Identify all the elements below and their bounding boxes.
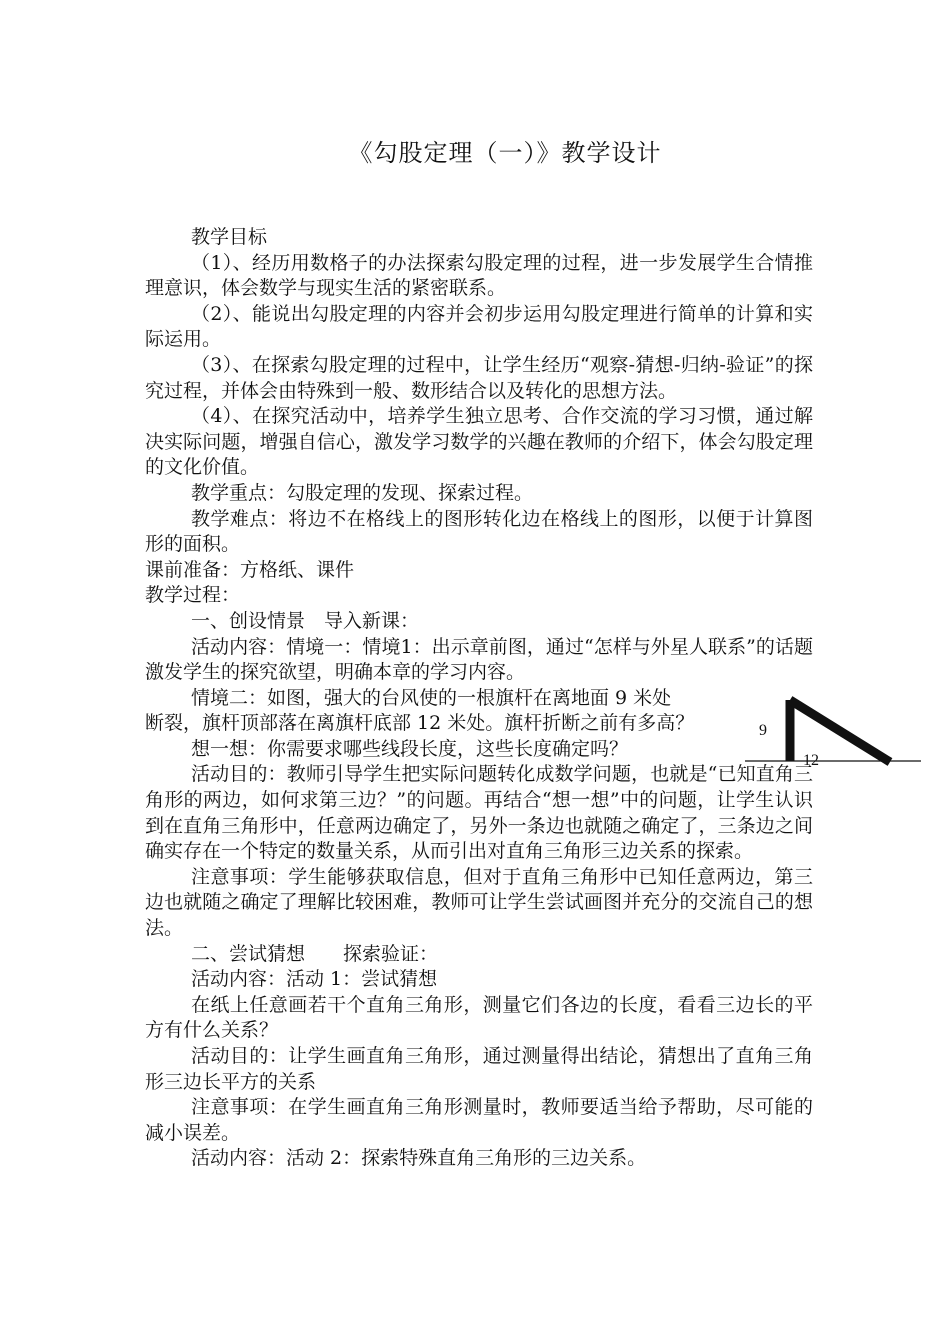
height-label: 9 [759,722,767,739]
paragraph: 想一想：你需要求哪些线段长度，这些长度确定吗？ [191,737,629,760]
paragraph: （4）、在探究活动中，培养学生独立思考、合作交流的学习习惯，通过解决实际问题，增强自信心，激发学习数学的兴趣在教师的介绍下，体会勾股定理的文化价值。 [145,405,813,479]
paragraph: 活动内容：活动 2：探索特殊直角三角形的三边关系。 [191,1147,647,1170]
paragraph: 教学重点：勾股定理的发现、探索过程。 [191,481,534,504]
paragraph: 活动内容：情境一：情境1：出示章前图，通过“怎样与外星人联系”的话题激发学生的探究欲望，明确本章的学习内容。 [145,635,813,684]
document-body [145,225,813,1172]
paragraph: 情境二：如图，强大的台风使的一根旗杆在离地面 9 米处 [191,686,672,709]
paragraph: 注意事项：学生能够获取信息，但对于直角三角形中已知任意两边，第三边也就随之确定了理解比较困难，教师可让学生尝试画图并充分的交流自己的想法。 [145,865,813,940]
base-label: 12 [803,752,819,769]
paragraph: 活动目的：让学生画直角三角形，通过测量得出结论，猜想出了直角三角形三边长平方的关系 [145,1045,813,1093]
paragraph: 课前准备：方格纸、课件 [145,558,355,581]
paragraph: 一、创设情景 导入新课： [191,609,420,632]
flagpole-figure [745,690,925,775]
paragraph: 活动内容：活动 1：尝试猜想 [191,968,438,991]
paragraph: 在纸上任意画若干个直角三角形，测量它们各边的长度，看看三边长的平方有什么关系？ [145,993,813,1042]
paragraph: （1）、经历用数格子的办法探索勾股定理的过程，进一步发展学生合情推理意识，体会数学与现实生活的紧密联系。 [145,251,813,300]
paragraph: （3）、在探索勾股定理的过程中，让学生经历“观察-猜想-归纳-验证”的探究过程，并体会由特殊到一般、数形结合以及转化的思想方法。 [145,353,813,402]
paragraph: 教学目标 [191,226,268,248]
paragraph: 二、尝试猜想 探索验证： [191,942,439,965]
paragraph: 教学难点：将边不在格线上的图形转化边在格线上的图形，以便于计算图形的面积。 [145,507,813,556]
paragraph: （2）、能说出勾股定理的内容并会初步运用勾股定理进行简单的计算和实际运用。 [145,302,813,351]
paragraph: 教学过程： [145,584,241,607]
paragraph: 活动目的：教师引导学生把实际问题转化成数学问题，也就是“已知直角三角形的两边，如何求第三边？”的问题。再结合“想一想”中的问题，让学生认识到在直角三角形中，任意两边确定了，另外一条边也就随之确定了，三条边之间确实存在一个特定的数量关系，从而引出对直角三角形三边关系的探索。 [145,763,813,863]
document-title: 《勾股定理（一）》教学设计 [348,139,662,167]
paragraph: 断裂，旗杆顶部落在离旗杆底部 12 米处。旗杆折断之前有多高？ [145,712,695,735]
paragraph: 注意事项：在学生画直角三角形测量时，教师要适当给予帮助，尽可能的减小误差。 [145,1096,813,1144]
flagpole-diagram [745,690,925,775]
